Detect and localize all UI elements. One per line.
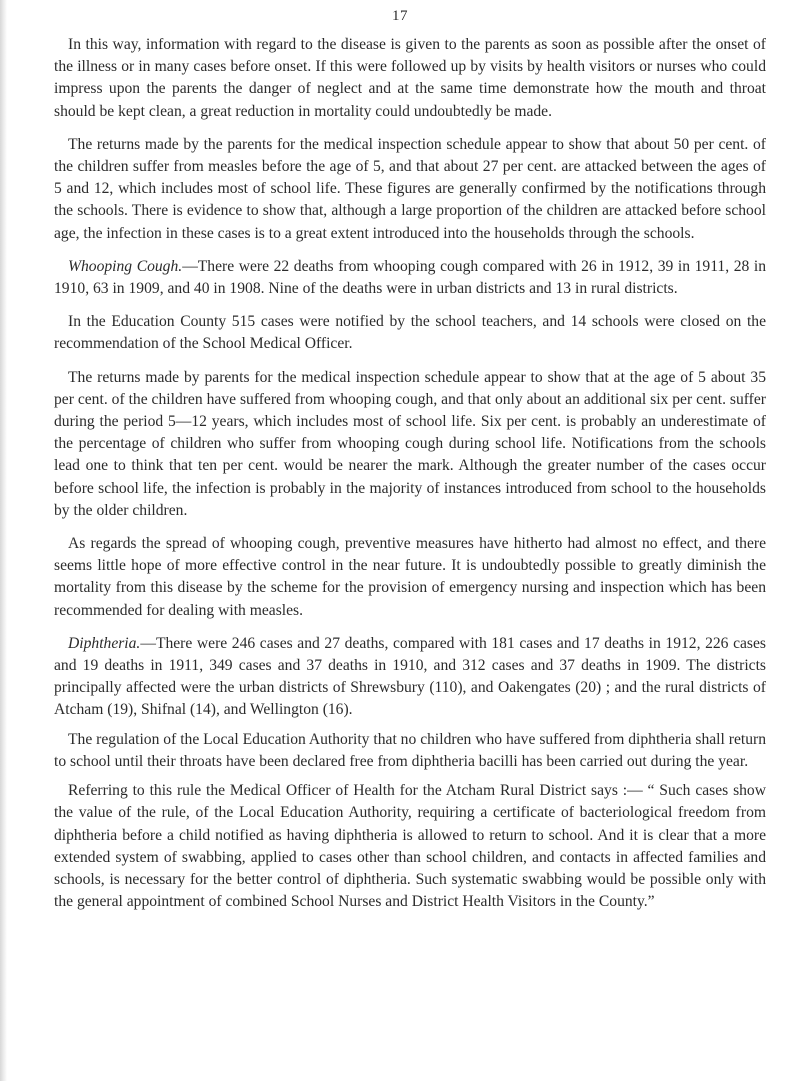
paragraph-text: The returns made by parents for the medical inspection schedule appear to show that at the age of 5 about 35 per cent. of the children have suffered from whooping cough, and that only about an additional six per cent. suffer during the period 5—12 years, which includes most of school life. Six per cent. is probably an underestimate of the percentage of children who suffer from whooping cough during school life. Notifications from the schools lead one to think that ten per cent. would be nearer the mark. Although the greater number of the cases occur before school life, the infection is probably in the majority of instances introduced from school to the households by the older children. (54, 368, 766, 519)
paragraph-whooping-cough-prevention (54, 533, 766, 622)
paragraph-education-county-cases (54, 311, 766, 355)
paragraph-whooping-cough-deaths (54, 256, 766, 300)
paragraph-text: The regulation of the Local Education Authority that no children who have suffered from diphtheria shall return to school until their throats have been declared free from diphtheria bacilli has been carried out during the year. (54, 730, 766, 770)
section-heading-whooping-cough: Whooping Cough. (68, 257, 183, 275)
paragraph-text: In the Education County 515 cases were notified by the school teachers, and 14 schools were closed on the recommendation of the School Medical Officer. (54, 313, 766, 353)
paragraph-text: —There were 246 cases and 27 deaths, compared with 181 cases and 17 deaths in 1912, 226 cases and 19 deaths in 1911, 349 cases and 37 deaths in 1910, and 312 cases and 37 deaths in 1909. The districts principally affected were the urban districts of Shrewsbury (110), and Oakengates (20) ; and the rural districts of Atcham (19), Shifnal (14), and Wellington (16). (54, 634, 766, 719)
paragraph-measles-returns (54, 134, 766, 245)
paragraph-parent-notification (54, 34, 766, 123)
paragraph-text: Referring to this rule the Medical Officer of Health for the Atcham Rural District says :— “ Such cases show the value of the rule, of the Local Education Authority, requiring a certificate of bacteriological freedom from diphtheria before a child notified as having diphtheria is allowed to return to school. And it is clear that a more extended system of swabbing, applied to cases other than school children, and contacts in affected families and schools, is necessary for the better control of diphtheria. Such systematic swabbing would be possible only with the general appointment of combined School Nurses and District Health Visitors in the County.” (54, 782, 766, 911)
paragraph-text: —There were 22 deaths from whooping cough compared with 26 in 1912, 39 in 1911, 28 in 1910, 63 in 1909, and 40 in 1908. Nine of the deaths were in urban districts and 13 in rural districts. (54, 257, 766, 298)
document-body (54, 34, 766, 924)
scan-edge-shadow (0, 0, 7, 1081)
paragraph-diphtheria-cases (54, 633, 766, 722)
paragraph-whooping-cough-returns (54, 367, 766, 522)
page-number: 17 (392, 8, 408, 24)
paragraph-text: In this way, information with regard to the disease is given to the parents as soon as possible after the onset of the illness or in many cases before onset. If this were followed up by visits by health visitors or nurses who could impress upon the parents the danger of neglect and at the same time demonstrate how the mouth and throat should be kept clean, a great reduction in mortality could undoubtedly be made. (54, 36, 766, 120)
paragraph-diphtheria-regulation (54, 729, 766, 773)
paragraph-atcham-quote (54, 780, 766, 913)
paragraph-text: As regards the spread of whooping cough, preventive measures have hitherto had almost no effect, and there seems little hope of more effective control in the near future. It is undoubtedly possible to greatly diminish the mortality from this disease by the scheme for the provision of emergency nursing and inspection which has been recommended for dealing with measles. (54, 535, 766, 619)
section-heading-diphtheria: Diphtheria. (68, 634, 141, 652)
paragraph-text: The returns made by the parents for the medical inspection schedule appear to show that about 50 per cent. of the children suffer from measles before the age of 5, and that about 27 per cent. are attacked between the ages of 5 and 12, which includes most of school life. These figures are generally confirmed by the notifications through the schools. There is evidence to show that, although a large proportion of the children are attacked before school age, the infection in these cases is to a great extent introduced into the households through the schools. (54, 135, 766, 242)
